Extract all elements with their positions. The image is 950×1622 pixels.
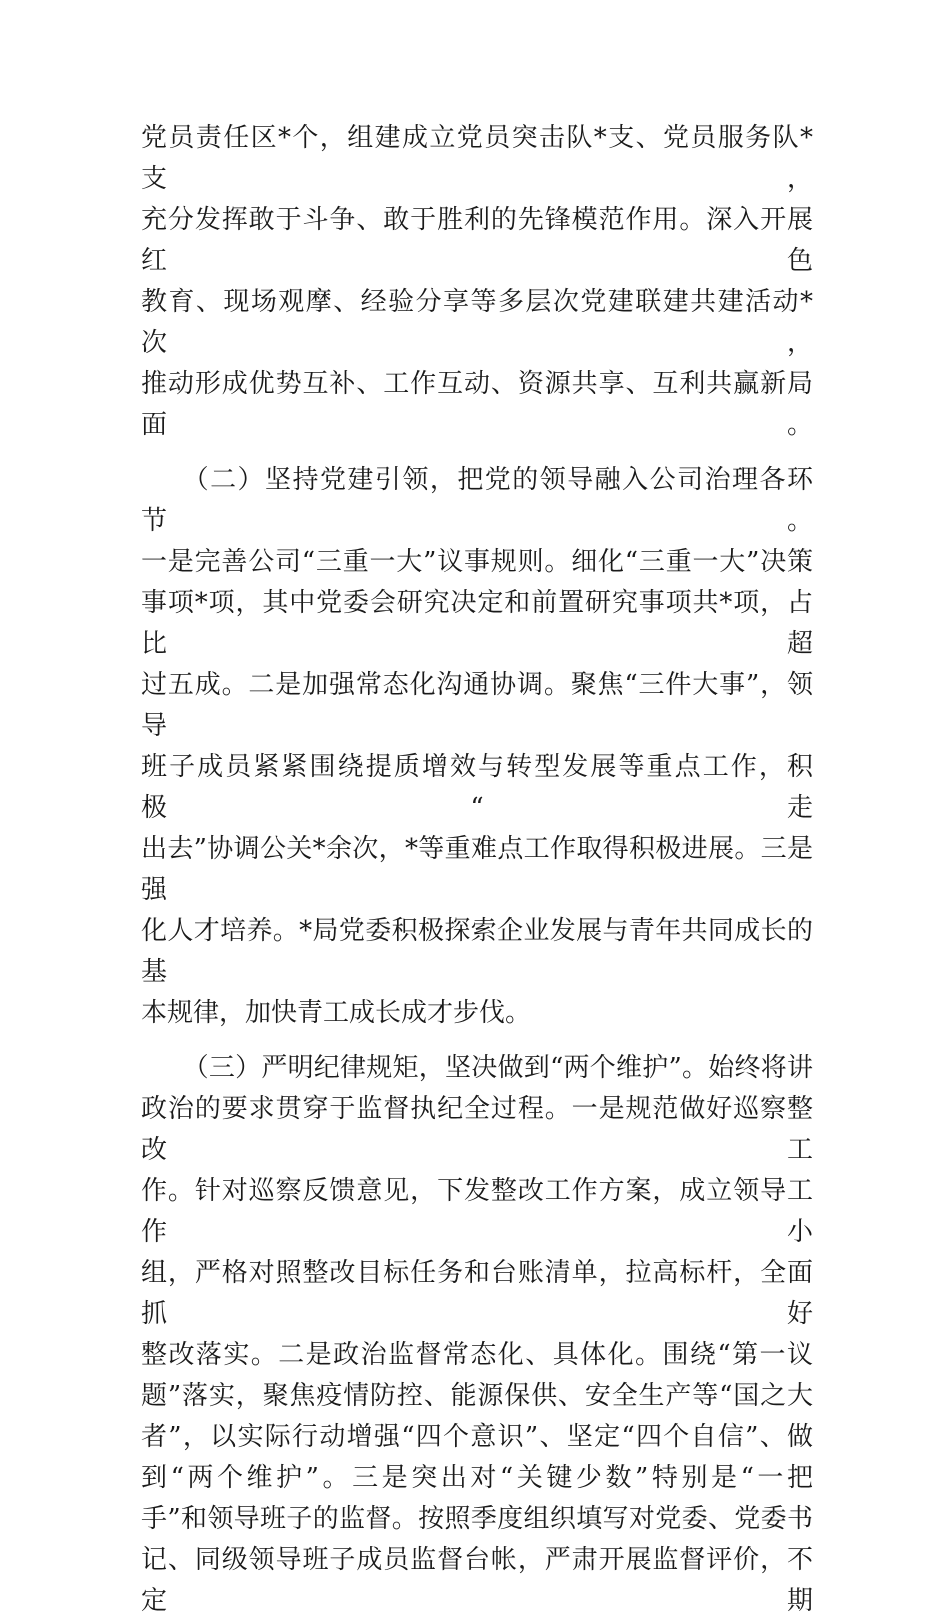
- text-line: 推动形成优势互补、工作互动、资源共享、互利共赢新局面。: [141, 369, 813, 440]
- text-line: 记、同级领导班子成员监督台帐，严肃开展监督评价，不定期: [141, 1545, 813, 1616]
- text-line: 出去”协调公关*余次，*等重难点工作取得积极进展。三是强: [141, 834, 813, 905]
- text-line: 手”和领导班子的监督。按照季度组织填写对党委、党委书: [141, 1504, 813, 1534]
- text-line: 作。针对巡察反馈意见，下发整改工作方案，成立领导工作小: [141, 1176, 813, 1247]
- paragraph-2: [141, 460, 813, 1034]
- paragraph-gap: [141, 1034, 813, 1048]
- section-heading-line: （二）坚持党建引领，把党的领导融入公司治理各环节。: [141, 465, 813, 536]
- section-heading-line: （三）严明纪律规矩，坚决做到“两个维护”。始终将讲: [182, 1053, 813, 1083]
- document-body: [141, 118, 813, 1622]
- text-line: 一是完善公司“三重一大”议事规则。细化“三重一大”决策: [141, 547, 813, 577]
- text-line: 班子成员紧紧围绕提质增效与转型发展等重点工作，积极“走: [141, 752, 813, 823]
- text-line: 党员责任区*个，组建成立党员突击队*支、党员服务队*支，: [141, 123, 813, 194]
- text-line: 事项*项，其中党委会研究决定和前置研究事项共*项，占比超: [141, 588, 813, 659]
- text-line: 教育、现场观摩、经验分享等多层次党建联建共建活动*次，: [141, 287, 813, 358]
- text-line: 者”，以实际行动增强“四个意识”、坚定“四个自信”、做: [141, 1422, 813, 1452]
- text-line: 整改落实。二是政治监督常态化、具体化。围绕“第一议: [141, 1340, 813, 1370]
- paragraph-gap: [141, 446, 813, 460]
- text-line: 化人才培养。*局党委积极探索企业发展与青年共同成长的基: [141, 916, 813, 987]
- text-line: 政治的要求贯穿于监督执纪全过程。一是规范做好巡察整改工: [141, 1094, 813, 1165]
- paragraph-1: [141, 118, 813, 446]
- paragraph-3: [141, 1048, 813, 1622]
- text-line: 充分发挥敢于斗争、敢于胜利的先锋模范作用。深入开展红色: [141, 205, 813, 276]
- text-line: 组，严格对照整改目标任务和台账清单，拉高标杆，全面抓好: [141, 1258, 813, 1329]
- text-line: 过五成。二是加强常态化沟通协调。聚焦“三件大事”，领导: [141, 670, 813, 741]
- text-line: 本规律，加快青工成长成才步伐。: [141, 998, 532, 1028]
- text-line: 题”落实，聚焦疫情防控、能源保供、安全生产等“国之大: [141, 1381, 813, 1411]
- text-line: 到“两个维护”。三是突出对“关键少数”特别是“一把: [141, 1463, 813, 1493]
